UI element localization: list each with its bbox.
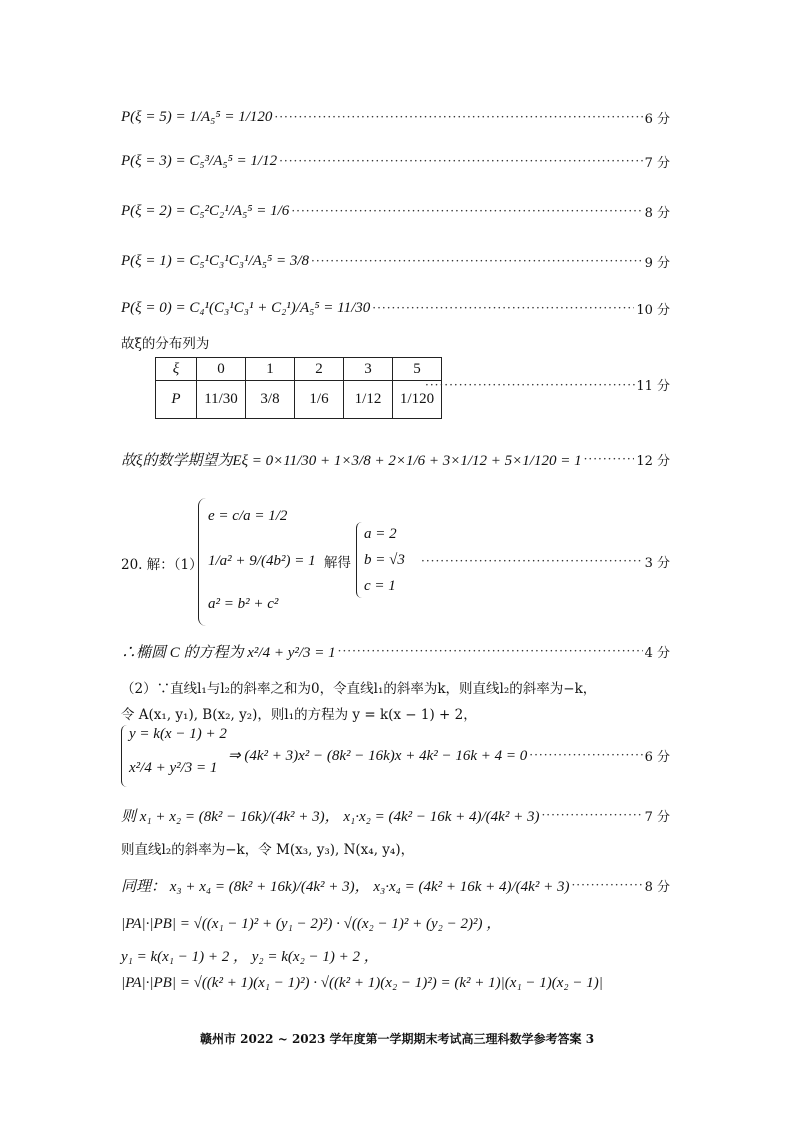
table-cell: 5 xyxy=(393,358,442,381)
leader-dots xyxy=(274,110,642,124)
solution-eq: c = 1 xyxy=(364,578,396,594)
distance-product-expr: |PA|·|PB| = √((k² + 1)(x₁ − 1)²) · √((k² + 1)(x₂ − 1)²) = (k² + 1)|(x₁ − 1)(x₂ − 1)| xyxy=(121,975,603,991)
q20-label: 20. 解：（1） xyxy=(121,557,203,573)
score-label: 4 分 xyxy=(644,645,670,661)
table-cell: 2 xyxy=(295,358,344,381)
quadratic-expr: ⇒ (4k² + 3)x² − (8k² − 16k)x + 4k² − 16k + 4 = 0 xyxy=(228,747,528,764)
prob-line-5 xyxy=(121,102,670,132)
leader-dots xyxy=(421,554,643,568)
left-brace xyxy=(121,725,128,787)
leader-dots xyxy=(529,748,642,762)
table-row xyxy=(156,358,442,381)
vieta2-expr: 同理： x₃ + x₄ = (8k² + 16k)/(4k² + 3)， x₃·x₄ = (4k² + 16k + 4)/(4k² + 3) xyxy=(121,878,570,895)
system-eq: a² = b² + c² xyxy=(208,596,279,612)
left-brace xyxy=(356,522,363,598)
leader-dots xyxy=(425,378,636,392)
score-label: 3 分 xyxy=(644,555,670,571)
prob-line-3 xyxy=(121,146,670,176)
prob-line-1 xyxy=(121,246,670,276)
leader-dots xyxy=(279,154,643,168)
dist-caption: 故ξ的分布列为 xyxy=(121,336,210,352)
system2-eq: y = k(x − 1) + 2 xyxy=(129,726,227,742)
prob-line-2 xyxy=(121,196,670,226)
score-label: 11 分 xyxy=(636,379,670,394)
system2-result-line xyxy=(228,740,670,770)
score-label: 10 分 xyxy=(636,302,670,318)
score-label: 6 分 xyxy=(644,749,670,765)
vieta1-line xyxy=(121,800,670,830)
vieta2-line xyxy=(121,870,670,900)
table-cell: 1 xyxy=(246,358,295,381)
table-cell: P xyxy=(156,381,197,419)
score-label: 7 分 xyxy=(644,155,670,171)
system-eq: e = c/a = 1/2 xyxy=(208,508,288,524)
score-label: 7 分 xyxy=(644,809,670,825)
leader-dots xyxy=(311,254,643,268)
leader-dots xyxy=(541,808,642,822)
part2-line: （2）∵直线l₁与l₂的斜率之和为0，令直线l₁的斜率为k，则直线l₂的斜率为−k， xyxy=(121,681,597,697)
prob-expr: P(ξ = 3) = C₅³/A₅⁵ = 1/12 xyxy=(121,152,278,169)
table-cell: 0 xyxy=(197,358,246,381)
solve-label: 解得 xyxy=(324,555,351,571)
line-l2: 则直线l₂的斜率为−k，令 M(x₃, y₃), N(x₄, y₄)， xyxy=(121,842,415,858)
score-label: 9 分 xyxy=(644,255,670,271)
distance-expr: |PA|·|PB| = √((x₁ − 1)² + (y₁ − 2)²) · √((x₂ − 1)² + (y₂ − 2)²) ， xyxy=(121,916,502,932)
score-label: 8 分 xyxy=(644,879,670,895)
ellipse-line xyxy=(121,636,670,666)
score-label: 8 分 xyxy=(644,205,670,221)
score-label: 12 分 xyxy=(636,453,670,469)
prob-expr: P(ξ = 2) = C₅²C₂¹/A₅⁵ = 1/6 xyxy=(121,202,290,219)
table-cell: 1/120 xyxy=(393,381,442,419)
prob-expr: P(ξ = 1) = C₅¹C₃¹C₃¹/A₅⁵ = 3/8 xyxy=(121,252,310,269)
table-cell: 3/8 xyxy=(246,381,295,419)
y-expr: y₁ = k(x₁ − 1) + 2 ， y₂ = k(x₂ − 1) + 2 ， xyxy=(121,949,379,965)
table-cell: ξ xyxy=(156,358,197,381)
system2-eq: x²/4 + y²/3 = 1 xyxy=(129,760,218,776)
expectation-expr: 故ξ的数学期望为Eξ = 0×11/30 + 1×3/8 + 2×1/6 + 3×1/12 + 5×1/120 = 1 xyxy=(121,452,582,469)
prob-expr: P(ξ = 5) = 1/A₅⁵ = 1/120 xyxy=(121,108,273,125)
leader-dots xyxy=(291,204,642,218)
table-cell: 11/30 xyxy=(197,381,246,419)
table-cell: 1/12 xyxy=(344,381,393,419)
score-label: 6 分 xyxy=(644,111,670,127)
expectation-line xyxy=(121,444,670,474)
solution-eq: b = √3 xyxy=(364,552,405,568)
left-brace xyxy=(198,498,207,626)
table-score-line xyxy=(425,375,670,394)
page-footer: 赣州市 2022 ~ 2023 学年度第一学期期末考试高三理科数学参考答案 3 xyxy=(199,1032,595,1046)
leader-dots xyxy=(372,301,634,315)
vieta1-expr: 则 x₁ + x₂ = (8k² − 16k)/(4k² + 3)， x₁·x₂ = (4k² − 16k + 4)/(4k² + 3) xyxy=(121,808,540,825)
table-cell: 3 xyxy=(344,358,393,381)
system-eq: 1/a² + 9/(4b²) = 1 xyxy=(208,553,316,569)
distribution-table xyxy=(155,357,442,419)
table-cell: 1/6 xyxy=(295,381,344,419)
table-row xyxy=(156,381,442,419)
leader-dots xyxy=(584,452,635,466)
leader-dots xyxy=(338,644,643,658)
part2-line: 令 A(x₁, y₁), B(x₂, y₂)，则l₁的方程为 y = k(x − 1) + 2， xyxy=(121,707,477,723)
prob-line-0 xyxy=(121,293,670,323)
ellipse-expr: ∴椭圆 C 的方程为 x²/4 + y²/3 = 1 xyxy=(121,644,336,661)
prob-expr: P(ξ = 0) = C₄¹(C₃¹C₃¹ + C₂¹)/A₅⁵ = 11/30 xyxy=(121,299,371,316)
leader-dots xyxy=(571,878,642,892)
solution-eq: a = 2 xyxy=(364,526,397,542)
